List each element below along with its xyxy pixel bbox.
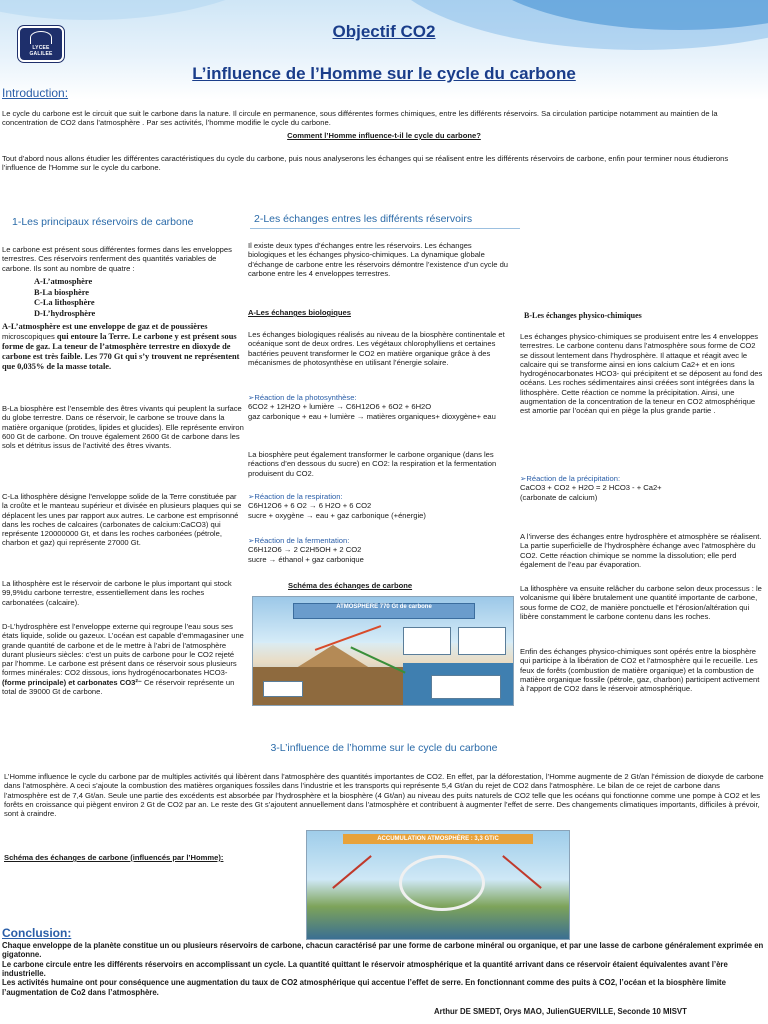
precipitation-words: (carbonate de calcium) (520, 492, 598, 502)
bio-exchanges-text: Les échanges biologiques réalisés au niveau de la biosphère continentale et océanique sont de deux ordres. Les végétaux chlorophylliens et certaines bactéries peuvent transformer le CO2 en matière organique grâce à des mécanismes de photosynthèse en utilisant l’énergie solaire. (248, 330, 505, 367)
precipitation-equation: CaCO3 + CO2 + H2O = 2 HCO3 - + Ca2+ (520, 483, 662, 493)
page-title: Objectif CO2 (332, 22, 436, 41)
lithosphere-paragraph: C-La lithosphère désigne l’enveloppe solide de la Terre constituée par la croûte et le manteau supérieur et divisée en plusieurs plaques qui se déplacent les unes par rapport aux autres. Le carbone est emprisonné dans les roches de calcaires (carbonates de calcium:CaCO3) qui représente 120000000 Gt, et dans les roches carbonées (pétrole, charbon et gaz) qui représente 27000 Gt. (2, 492, 242, 548)
intro-heading: Introduction: (2, 86, 69, 100)
section-1-heading: 1-Les principaux réservoirs de carbone (12, 216, 194, 228)
respiration-block (248, 492, 510, 520)
photosynthesis-equation: 6CO2 + 12H2O + lumière → C6H12O6 + 6O2 + 6H2O (248, 402, 432, 412)
biosphere-paragraph: B-La biosphère est l’ensemble des êtres vivants qui peuplent la surface du globe terrestre. Dans ce réservoir, le carbone se trouve dans la matière organique (protides, lipides et glucides). Elle représente environ 600 Gt de carbone. On trouve également 2600 Gt de carbone dans les sols et détritus issus de l’activité des êtres vivants. (2, 404, 244, 450)
diagram-flow-arrow (332, 855, 372, 889)
reservoir-list-item: D-L’hydrosphère (34, 308, 96, 318)
atmosphere-text: microscopiques (2, 332, 57, 342)
diagram-atmosphere-box: ATMOSPHERE 770 Gt de carbone (293, 603, 475, 619)
photosynthesis-label: ➢Réaction de la photosynthèse: (248, 393, 357, 402)
problem-question: Comment l’Homme influence-t-il le cycle du carbone? (287, 131, 481, 140)
combustion-paragraph: Enfin des échanges physico-chimiques sont opérés entre la biosphère qui participe à la libération de CO2 et l’atmosphère qui le recueille. Les feux de forêts (combustion de matière organique) et la combustion de matière organique fossile (pétrole, gaz, charbon) participent activement à l’apport de CO2 dans le réservoir atmosphérique. (520, 647, 760, 693)
hydrosphere-text-end: Ce réservoir représente un total de 39000 Gt de carbone. (2, 677, 235, 696)
authors: Arthur DE SMEDT, Orys MAO, JulienGUERVILLE, Seconde 10 MISVT (434, 1007, 687, 1016)
respiration-intro: La biosphère peut également transformer le carbone organique (dans les réactions d’en dessous du sucre) en CO2: la respiration et la fermentation produisent du CO2. (248, 450, 497, 478)
conclusion-text: Chaque enveloppe de la planète constitue un ou plusieurs réservoirs de carbone, chacun caractérisé par une forme de carbone minéral ou organique, et par une lasse de carbone généralement exprimée en gigatonne. Le carbone circule entre les différents réservoirs en accomplissant un cycle. La quantité quittant le réservoir atmosphérique et la quantité arrivant dans ce réservoir étaient équivalentes avant l’ère industrielle. Les activités humaine ont pour conséquence une augmentation du taux de CO2 atmosphérique qui accentue l’effet de serre. En fonctionnant comme des puits à CO2, l’océan et la biosphère limite l’augmentation de Co2 dans l’atmosphère. (2, 941, 764, 997)
precipitation-label: ➢Réaction de la précipitation: (520, 474, 621, 483)
reservoirs-intro: Le carbone est présent sous différentes formes dans les enveloppes terrestres. Ces réservoirs renferment des quantités variables de carbone. Ils sont au nombre de quatre : (2, 245, 232, 273)
human-carbon-diagram (306, 830, 570, 940)
header-swoosh (0, 0, 300, 20)
carbon-cycle-diagram (252, 596, 514, 706)
hydrosphere-text-bold: (forme principale) et carbonates CO3²⁻ (2, 677, 142, 687)
logo-text: LYCEE GALILEE (29, 45, 53, 57)
reservoir-list-item: A-L’atmosphère (34, 277, 93, 286)
human-schema-caption: Schéma des échanges de carbone (influencés par l’Homme): (4, 853, 224, 862)
fermentation-label: ➢Réaction de la fermentation: (248, 536, 350, 545)
photosynthesis-words: gaz carbonique + eau + lumière → matières organiques+ dioxygène+ eau (248, 411, 496, 421)
respiration-words: sucre + oxygène → eau + gaz carbonique (+énergie) (248, 510, 426, 520)
hydrosphere-text: D-L’hydrosphère est l’enveloppe externe qui regroupe l’eau sous ses états liquide, solide ou gazeux. L’océan est capable d’emmagasiner une grande quantité de carbone et de le mettre à l’abri de l’atmosphère durant plusieurs siècles: c’est un puits de carbone pour le CO2 rejeté par l’homme. Le carbone est présent dans ce réservoir sous plusieurs formes minérales: CO2 dissous, ions hydrogénocarbonates HCO3- (2, 622, 244, 678)
fermentation-words: sucre → éthanol + gaz carbonique (248, 554, 364, 564)
hydrosphere-paragraph (2, 622, 244, 696)
respiration-label: ➢Réaction de la respiration: (248, 492, 343, 501)
exchanges-intro: Il existe deux types d’échanges entre les réservoirs. Les échanges biologiques et les échanges physico-chimiques. La dynamique globale d’échange de carbone entre les réservoirs démontre l’existence d’un cycle du carbone entre les 4 enveloppes terrestres. (248, 241, 509, 278)
reservoir-list-item: C-La lithosphère (34, 298, 95, 307)
lithosphere-summary: La lithosphère est le réservoir de carbone le plus important qui stock 99,9%du carbone terrestre, essentiellement dans les roches carbonatées (calcaire). (2, 579, 232, 607)
diagram-accumulation-bar: ACCUMULATION ATMOSPHÈRE : 3,3 GT/C (343, 834, 533, 844)
carbon-schema-caption: Schéma des échanges de carbone (288, 581, 413, 590)
reservoir-list-item: B-La biosphère (34, 287, 89, 297)
section-2-divider (250, 228, 520, 229)
dissolution-paragraph: A l’inverse des échanges entre hydrosphère et atmosphère se réalisent. La partie superficielle de l’hydrosphère échange avec l’atmosphère du CO2. Cette réaction chimique se nomme la dissolution; elle perd également de l’eau par évaporation. (520, 532, 762, 569)
atmosphere-paragraph (2, 322, 246, 372)
diagram-cycle-loop (399, 855, 485, 911)
header-band (0, 0, 768, 100)
atmosphere-text-bold: A-L’atmosphère est une enveloppe de gaz et de poussières (2, 322, 208, 331)
bio-exchanges-heading: A-Les échanges biologiques (248, 308, 351, 317)
volcanism-paragraph: La lithosphère va ensuite relâcher du carbone selon deux processus : le volcanisme qui libère brutalement une quantité importante de carbone, sous forme de CO2, de manière ponctuelle et l’érosion/altération qui libère constamment le carbone contenu dans les roches. (520, 584, 762, 621)
respiration-equation: C6H12O6 + 6 O2 → 6 H2O + 6 CO2 (248, 501, 372, 511)
fermentation-block (248, 536, 510, 564)
precipitation-block (520, 474, 764, 502)
physchem-exchanges-heading: B-Les échanges physico-chimiques (524, 311, 642, 320)
intro-paragraph: Le cycle du carbone est le circuit que suit le carbone dans la nature. Il circule en permanence, sous différentes formes chimiques, entre les différents réservoirs. Sa circulation participe notamment au maintien de la concentration de CO2 dans l’atmosphère . Par ses activités, l’homme modifie le cycle du carbone. (2, 109, 718, 128)
section-3-heading: 3-L’influence de l’homme sur le cycle du carbone (270, 742, 498, 754)
diagram-flow-arrow (502, 855, 542, 889)
reservoir-list (34, 277, 95, 319)
conclusion-heading: Conclusion: (2, 926, 72, 940)
section-2-heading: 2-Les échanges entres les différents réservoirs (254, 213, 473, 225)
diagram-label-box (431, 675, 501, 699)
diagram-label-box (458, 627, 506, 655)
page-subtitle: L’influence de l’Homme sur le cycle du carbone (192, 64, 576, 83)
diagram-label-box (403, 627, 451, 655)
photosynthesis-block (248, 393, 510, 421)
human-influence-paragraph: L’Homme influence le cycle du carbone par de multiples activités qui libèrent dans l’atmosphère des quantités importantes de CO2. En effet, par la déforestation, l’Homme augmente de 2 Gt/an l’émission de dioxyde de carbone dans l’atmosphère. A ceci s’ajoute la combustion des matières organiques fossiles dans l’industrie et les transports qui représente 5,4 Gt/an du rejet de CO2 dans l’atmosphère. Le bilan de ce rejet de carbone dans l’atmosphère est de 7,4 Gt/an. Seule une partie des excédents est absorbée par l’hydrosphère et la biosphère (4 Gt/an) au niveau des puits naturels de CO2 telle que les océans qui fonctionne comme une pompe à CO2 et les forêts en croissance qui piègent environ 2 Gt de CO2 par an. Le reste des Gt s’ajoutent annuellement dans l’atmosphère et contribuent à augmenter l’effet de serre. Des changements climatiques importants, difficiles à prévoir, sont à craindre. (4, 772, 764, 818)
intro-plan-paragraph: Tout d’abord nous allons étudier les différentes caractéristiques du cycle du carbone, puis nous analyserons les échanges qui se réalisent entre les différents réservoirs de carbone, enfin pour terminer nous étudierons l’influence de l’Homme sur le cycle du carbone. (2, 154, 729, 173)
atmosphere-text-bold: qui entoure la Terre. Le carbone y est présent sous forme de gaz. La teneur de l’atmosphère terrestre en dioxyde de carbone est très faible. Les 770 Gt qui s’y trouvent ne représentent que 0,035% de la masse totale. (2, 332, 240, 372)
diagram-label-box (263, 681, 303, 697)
fermentation-equation: C6H12O6 → 2 C2H5OH + 2 CO2 (248, 545, 362, 555)
physchem-text: Les échanges physico-chimiques se produisent entre les 4 enveloppes terrestres. Le carbone contenu dans l’atmosphère sous forme de CO2 se dissout lentement dans l’hydrosphère. Il attaque et réagit avec le calcaire qui se transforme ainsi en ions calcium Ca2+ et en ions hydrogénocarbonates HCO3- qui précipitent et se déposent au fond des océans. Les roches sédimentaires ainsi créées sont intégrées dans la lithosphère. Cette réaction ce nomme la précipitation. Ainsi, une augmentation de la concentration de la teneur en CO2 atmosphérique est amortie par l’océan qui en piège la plus grande partie . (520, 332, 763, 415)
